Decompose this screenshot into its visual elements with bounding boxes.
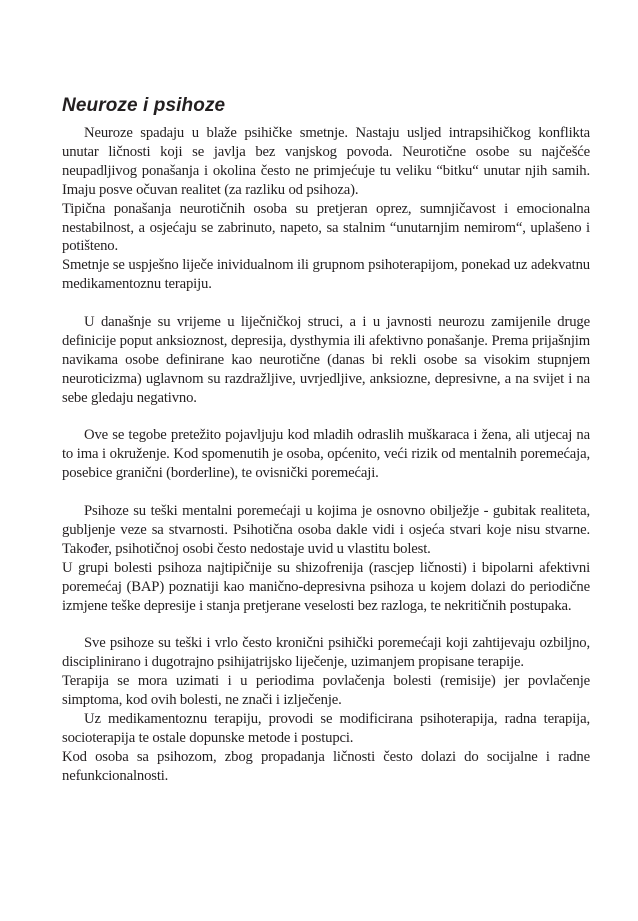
page-title: Neuroze i psihoze (62, 95, 226, 116)
paragraph-psihoze-socijalno: Kod osoba sa psihozom, zbog propadanja ličnosti često dolazi do socijalne i radne nefunkcionalnosti. (62, 748, 590, 784)
paragraph-neuroze-rizik: Ove se tegobe pretežito pojavljuju kod mladih odraslih muškaraca i žena, ali utjecaj na to ima i okruženje. Kod spomenutih je osoba, općenito, veći rizik od mentalnih poremećaja, posebice granični (borderline), te ovisnički poremećaji. (62, 427, 590, 482)
paragraph-psihoze-lijecenje: Sve psihoze su teški i vrlo često kronični psihički poremećaji koji zahtijevaju ozbiljno, disciplinirano i dugotrajno psihijatrijsko liječenje, uzimanjem propisane terapije. (62, 635, 590, 671)
paragraph-neuroze-definicije: U današnje su vrijeme u liječničkoj struci, a i u javnosti neurozu zamijenile druge definicije poput anksioznost, depresija, dysthymia ili afektivno ponašanje. Prema prijašnjim navikama osobe definirane kao neurotične (danas bi rekli osobe sa visokim stupnjem neuroticizma) uglavnom su razdražljive, uvrjedljive, anksiozne, depresivne, a na svijet i na sebe gledaju negativno. (62, 314, 590, 406)
paragraph-neuroze-lijecenje: Smetnje se uspješno liječe inividualnom ili grupnom psihoterapijom, ponekad uz adekvatnu medikamentoznu terapiju. (62, 257, 590, 293)
paragraph-neuroze-intro: Neuroze spadaju u blaže psihičke smetnje. Nastaju usljed intrapsihičkog konflikta unutar ličnosti koji se javlja bez vanjskog povoda. Neurotične osobe su najčešće neupadljivog ponašanja i okolina često ne primjećuje tu veliku “bitku“ unutar njih samih. Imaju posve očuvan realitet (za razliku od psihoza). (62, 125, 590, 198)
paragraph-psihoze-grupe: U grupi bolesti psihoza najtipičnije su shizofrenija (rascjep ličnosti) i bipolarni afektivni poremećaj (BAP) poznatiji kao manično-depresivna psihoza u kojem dolazi do periodične izmjene teške depresije i stanja pretjerane veselosti bez razloga, te nekritičnih postupaka. (62, 559, 590, 614)
paragraph-psihoze-terapija: Terapija se mora uzimati i u periodima povlačenja bolesti (remisije) jer povlačenje simptoma, kod ovih bolesti, ne znači i izlječenje. (62, 673, 590, 709)
paragraph-psihoze-psihoterapija: Uz medikamentoznu terapiju, provodi se modificirana psihoterapija, radna terapija, socioterapija te ostale dopunske metode i postupci. (62, 711, 590, 746)
document-page (62, 94, 590, 786)
paragraph-psihoze-intro: Psihoze su teški mentalni poremećaji u kojima je osnovno obilježje - gubitak realiteta, gubljenje veze sa stvarnosti. Psihotična osoba dakle vidi i osjeća stvari koje nisu stvarne. Također, psihotičnoj osobi često nedostaje uvid u vlastitu bolest. (62, 503, 590, 557)
paragraph-neuroze-ponasanja: Tipična ponašanja neurotičnih osoba su pretjeran oprez, sumnjičavost i emocionalna nestabilnost, a osjećaju se zabrinuto, napeto, sa stalnim “unutarnjim nemirom“, uplašeno i potišteno. (62, 200, 590, 255)
